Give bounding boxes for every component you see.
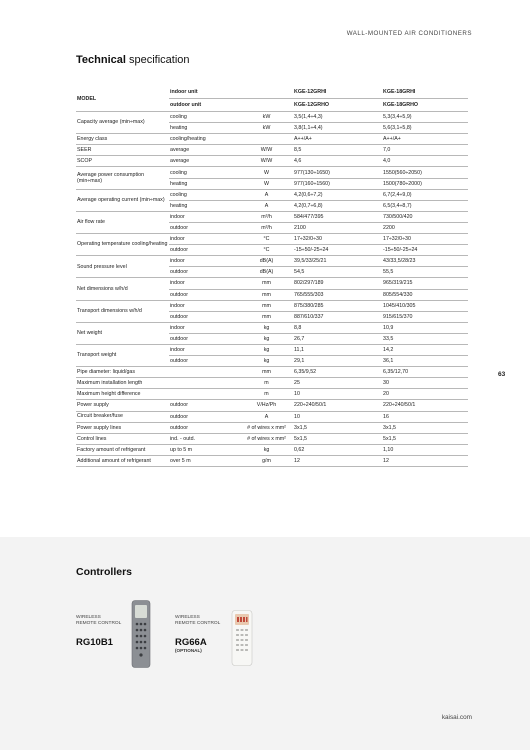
spec-row-value-b: 12 xyxy=(382,455,468,466)
spec-row-sub: indoor xyxy=(169,278,239,289)
spec-row-sub: outdoor xyxy=(169,400,239,411)
spec-row-unit: W/W xyxy=(239,145,293,156)
spec-row xyxy=(76,134,468,145)
spec-row-unit: W/W xyxy=(239,156,293,167)
spec-row-value-a: 3,5(1,4÷4,3) xyxy=(293,112,382,123)
spec-row-value-b: 730/500/420 xyxy=(382,211,468,222)
spec-row-unit: # of wires x mm² xyxy=(239,433,293,444)
spec-row-label: Air flow rate xyxy=(76,211,169,233)
spec-row-unit: mm xyxy=(239,300,293,311)
spec-row-unit: A xyxy=(239,200,293,211)
spec-row xyxy=(76,156,468,167)
spec-row-label: Net weight xyxy=(76,322,169,344)
spec-row-value-a: A++/A+ xyxy=(293,134,382,145)
spec-row-sub: outdoor xyxy=(169,411,239,422)
spec-row-label: Control lines xyxy=(76,433,169,444)
spec-row-value-b: 17÷32/0÷30 xyxy=(382,234,468,245)
spec-row-value-a: 0,62 xyxy=(293,444,382,455)
spec-row xyxy=(76,422,468,433)
spec-row-unit: mm xyxy=(239,311,293,322)
spec-row-unit: kg xyxy=(239,356,293,367)
spec-row xyxy=(76,145,468,156)
spec-row-value-a: 11,1 xyxy=(293,344,382,355)
spec-row-label: Capacity average (min÷max) xyxy=(76,112,169,134)
spec-row-unit: mm xyxy=(239,367,293,378)
spec-row xyxy=(76,211,468,222)
spec-row-label: Average operating current (min÷max) xyxy=(76,189,169,211)
spec-row-value-a: 977(160÷1560) xyxy=(293,178,382,189)
spec-row-sub: indoor xyxy=(169,322,239,333)
model-a-outdoor: KGE-12GRHO xyxy=(293,99,382,112)
spec-row-value-a: 12 xyxy=(293,455,382,466)
spec-row-value-b: 5x1,5 xyxy=(382,433,468,444)
spec-row-sub: average xyxy=(169,145,239,156)
spec-row-value-a: 17÷32/0÷30 xyxy=(293,234,382,245)
spec-row-label: Energy class xyxy=(76,134,169,145)
spec-row xyxy=(76,167,468,178)
spec-row-unit xyxy=(239,134,293,145)
spec-table xyxy=(76,86,468,467)
spec-row-value-a: 220÷240/50/1 xyxy=(293,400,382,411)
spec-row xyxy=(76,378,468,389)
controller-2-note: (OPTIONAL) xyxy=(175,648,202,653)
spec-row-value-a: 6,35/9,52 xyxy=(293,367,382,378)
spec-row-value-b: 5,3(3,4÷5,9) xyxy=(382,112,468,123)
spec-row xyxy=(76,444,468,455)
spec-row-sub: outdoor xyxy=(169,356,239,367)
spec-row-label: Operating temperature cooling/heating xyxy=(76,234,169,256)
spec-row-value-a: 10 xyxy=(293,411,382,422)
spec-row-sub: cooling xyxy=(169,112,239,123)
spec-row-value-b: 10,9 xyxy=(382,322,468,333)
spec-row-unit: m³/h xyxy=(239,211,293,222)
spec-row-unit: # of wires x mm² xyxy=(239,422,293,433)
spec-row-value-a: 875/380/285 xyxy=(293,300,382,311)
spec-row-value-b: 2200 xyxy=(382,222,468,233)
spec-row-value-a: 977(130÷1650) xyxy=(293,167,382,178)
spec-row-sub: outdoor xyxy=(169,245,239,256)
spec-row-sub: indoor xyxy=(169,256,239,267)
spec-row-unit: W xyxy=(239,178,293,189)
spec-row-sub xyxy=(169,378,239,389)
spec-row-sub: cooling/heating xyxy=(169,134,239,145)
spec-row-unit: kW xyxy=(239,123,293,134)
spec-row-sub: average xyxy=(169,156,239,167)
spec-row xyxy=(76,322,468,333)
spec-row-label: Additional amount of refrigerant xyxy=(76,455,169,466)
spec-row-value-b: 14,2 xyxy=(382,344,468,355)
spec-row-value-a: 584/477/395 xyxy=(293,211,382,222)
controller-1-caption-line1: WIRELESS xyxy=(76,615,101,620)
spec-row-value-a: 8,8 xyxy=(293,322,382,333)
spec-row-unit: dB(A) xyxy=(239,256,293,267)
spec-row-unit: m xyxy=(239,378,293,389)
spec-row-value-a: 10 xyxy=(293,389,382,400)
spec-row-sub: outdoor xyxy=(169,267,239,278)
spec-row-value-b: A++/A+ xyxy=(382,134,468,145)
spec-row xyxy=(76,433,468,444)
spec-title xyxy=(76,54,190,66)
spec-row-unit: A xyxy=(239,189,293,200)
spec-row-unit: mm xyxy=(239,278,293,289)
spec-row-value-b: 30 xyxy=(382,378,468,389)
spec-row-value-b: 36,1 xyxy=(382,356,468,367)
spec-row-label: Factory amount of refrigerant xyxy=(76,444,169,455)
spec-row-label: Power supply lines xyxy=(76,422,169,433)
controllers-title: Controllers xyxy=(76,566,133,578)
spec-row-unit: mm xyxy=(239,289,293,300)
spec-row-sub: indoor xyxy=(169,344,239,355)
controller-2-model: RG66A xyxy=(175,637,207,648)
spec-row-value-b: 20 xyxy=(382,389,468,400)
spec-row-sub: outdoor xyxy=(169,289,239,300)
spec-row-value-a: 2100 xyxy=(293,222,382,233)
spec-row xyxy=(76,411,468,422)
spec-row-value-b: 1500(780÷2000) xyxy=(382,178,468,189)
spec-row-sub: ind. - outd. xyxy=(169,433,239,444)
spec-row-unit: V/Hz/Ph xyxy=(239,400,293,411)
controller-1-caption xyxy=(76,615,121,627)
spec-row-sub: up to 5 m xyxy=(169,444,239,455)
spec-row-value-b: 16 xyxy=(382,411,468,422)
spec-row-value-a: 4,2(0,6÷7,2) xyxy=(293,189,382,200)
spec-row-sub: heating xyxy=(169,123,239,134)
spec-row-label: Transport dimensions w/h/d xyxy=(76,300,169,322)
spec-row-value-a: 3,8(1,1÷4,4) xyxy=(293,123,382,134)
spec-row-unit: m xyxy=(239,389,293,400)
spec-row-label: SCOP xyxy=(76,156,169,167)
spec-row xyxy=(76,344,468,355)
spec-row-unit: kg xyxy=(239,344,293,355)
spec-row-value-b: 6,7(2,4÷9,0) xyxy=(382,189,468,200)
spec-row-unit: m³/h xyxy=(239,222,293,233)
spec-row-unit: A xyxy=(239,411,293,422)
spec-row xyxy=(76,367,468,378)
spec-row-value-a: 26,7 xyxy=(293,333,382,344)
spec-row-label: Sound pressure level xyxy=(76,256,169,278)
spec-row-value-b: 4,0 xyxy=(382,156,468,167)
spec-row-sub: outdoor xyxy=(169,333,239,344)
spec-row-value-b: 6,35/12,70 xyxy=(382,367,468,378)
spec-row xyxy=(76,189,468,200)
spec-row-unit: °C xyxy=(239,234,293,245)
spec-row-value-b: 220÷240/50/1 xyxy=(382,400,468,411)
spec-row-value-a: 4,2(0,7÷6,8) xyxy=(293,200,382,211)
spec-row-unit: W xyxy=(239,167,293,178)
spec-row-value-a: 54,5 xyxy=(293,267,382,278)
spec-row-unit: kg xyxy=(239,322,293,333)
model-a-indoor: KGE-12GRHI xyxy=(293,86,382,99)
spec-row xyxy=(76,112,468,123)
spec-row xyxy=(76,455,468,466)
spec-row-value-b: 43/33,5/28/23 xyxy=(382,256,468,267)
spec-row-value-b: 3x1,5 xyxy=(382,422,468,433)
spec-row-value-a: 8,5 xyxy=(293,145,382,156)
model-b-outdoor: KGE-18GRHO xyxy=(382,99,468,112)
spec-row-sub: indoor xyxy=(169,211,239,222)
spec-row-unit: kg xyxy=(239,444,293,455)
spec-row-value-a: 802/297/189 xyxy=(293,278,382,289)
spec-row-value-b: 1550(560÷2050) xyxy=(382,167,468,178)
spec-row-label: Transport weight xyxy=(76,344,169,366)
spec-row-value-a: 5x1,5 xyxy=(293,433,382,444)
spec-row-sub: outdoor xyxy=(169,422,239,433)
spec-row xyxy=(76,400,468,411)
spec-row-value-a: 29,1 xyxy=(293,356,382,367)
spec-row-label: Average power consumption (min÷max) xyxy=(76,167,169,189)
spec-row xyxy=(76,389,468,400)
spec-row-value-a: 887/610/337 xyxy=(293,311,382,322)
spec-row xyxy=(76,278,468,289)
spec-row-value-b: 55,5 xyxy=(382,267,468,278)
spec-row-value-b: 33,5 xyxy=(382,333,468,344)
remote-rg66a-image xyxy=(231,610,253,666)
spec-row-label: SEER xyxy=(76,145,169,156)
spec-row-value-b: 1,10 xyxy=(382,444,468,455)
controller-1-model: RG10B1 xyxy=(76,637,113,648)
spec-row-value-b: 5,6(3,1÷5,8) xyxy=(382,123,468,134)
spec-row-value-b: 965/319/215 xyxy=(382,278,468,289)
spec-row-sub: heating xyxy=(169,178,239,189)
spec-row-sub: cooling xyxy=(169,189,239,200)
spec-row-value-b: 805/554/330 xyxy=(382,289,468,300)
spec-row-sub: indoor xyxy=(169,234,239,245)
spec-row-value-a: 4,6 xyxy=(293,156,382,167)
spec-row-label: Maximum installation length xyxy=(76,378,169,389)
spec-row-unit: dB(A) xyxy=(239,267,293,278)
spec-row-sub: heating xyxy=(169,200,239,211)
spec-row-value-a: -15÷50/-25÷24 xyxy=(293,245,382,256)
spec-row xyxy=(76,234,468,245)
spec-row-label: Power supply xyxy=(76,400,169,411)
spec-row-unit: g/m xyxy=(239,455,293,466)
spec-row-label: Circuit breaker/fuse xyxy=(76,411,169,422)
spec-row-value-a: 765/555/303 xyxy=(293,289,382,300)
spec-row-unit: °C xyxy=(239,245,293,256)
spec-row-sub: over 5 m xyxy=(169,455,239,466)
spec-row xyxy=(76,300,468,311)
spec-title-bold: Technical xyxy=(76,54,126,66)
spec-row-value-a: 25 xyxy=(293,378,382,389)
controller-1-caption-line2: REMOTE CONTROL xyxy=(76,621,122,626)
spec-row-label: Net dimensions w/h/d xyxy=(76,278,169,300)
spec-row-sub: indoor xyxy=(169,300,239,311)
spec-row-sub xyxy=(169,389,239,400)
controller-2-caption-line2: REMOTE CONTROL xyxy=(175,621,221,626)
spec-row-value-b: 7,0 xyxy=(382,145,468,156)
spec-row-unit: kW xyxy=(239,112,293,123)
header-row-indoor xyxy=(76,86,468,99)
spec-row-value-b: 1045/410/305 xyxy=(382,300,468,311)
category-header: WALL-MOUNTED AIR CONDITIONERS xyxy=(346,30,472,37)
spec-row-value-a: 3x1,5 xyxy=(293,422,382,433)
page-number: 63 xyxy=(498,371,506,378)
model-label: MODEL xyxy=(76,86,169,112)
spec-row-sub: cooling xyxy=(169,167,239,178)
spec-row-value-a: 39,5/33/25/21 xyxy=(293,256,382,267)
spec-row-value-b: -15÷50/-25÷24 xyxy=(382,245,468,256)
spec-row-value-b: 915/615/370 xyxy=(382,311,468,322)
spec-row-unit: kg xyxy=(239,333,293,344)
model-b-indoor: KGE-18GRHI xyxy=(382,86,468,99)
spec-row-label: Pipe diameter: liquid/gas xyxy=(76,367,169,378)
outdoor-unit-label: outdoor unit xyxy=(169,99,293,112)
controller-2-caption-line1: WIRELESS xyxy=(175,615,200,620)
controller-2-caption xyxy=(175,615,220,627)
spec-title-rest: specification xyxy=(129,54,190,66)
spec-row-value-b: 6,5(3,4÷8,7) xyxy=(382,200,468,211)
spec-row-label: Maximum height difference xyxy=(76,389,169,400)
spec-row-sub: outdoor xyxy=(169,311,239,322)
remote-rg10b1-image xyxy=(131,600,151,668)
spec-row xyxy=(76,256,468,267)
spec-row-sub xyxy=(169,367,239,378)
spec-row-sub: outdoor xyxy=(169,222,239,233)
indoor-unit-label: indoor unit xyxy=(169,86,293,99)
website-footer: kaisai.com xyxy=(441,714,472,721)
